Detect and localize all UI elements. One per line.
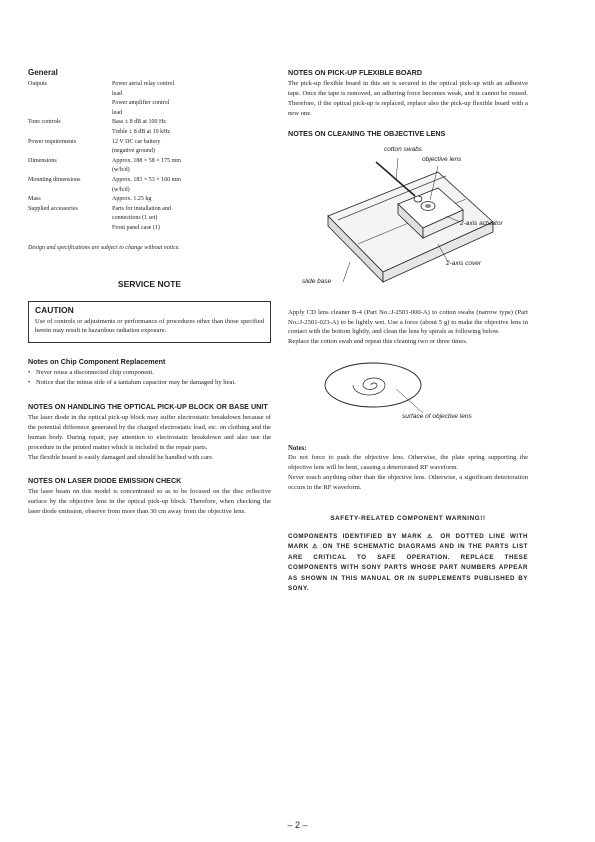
caution-box xyxy=(28,301,271,344)
spec-value-line: lead xyxy=(112,90,122,97)
chip-list xyxy=(28,368,271,388)
spec-value xyxy=(112,80,271,118)
table-row xyxy=(28,80,271,118)
flex-board-text: The pick-up flexible board in this set is secured to the optical pick-up with an adhesive tape. Once the tape is removed, an adhering force becomes weak, and it cannot be reused. Therefore, if the optical pick-up is replaced, replace also the pick-up flexible board with a new one. xyxy=(288,80,528,117)
laser-text: The laser beam on this model is concentrated so as to be focused on the disc reflective surface by the objective lens in the optical pick-up block. Therefore, when checking the laser diode emission, observe from more than 30 cm away from the objective lens. xyxy=(28,488,271,516)
notes-p2: Never touch anything other than the objective lens. Otherwise, a significant deterioration occurs in the RF waveform. xyxy=(288,474,528,491)
cleaning-p2: Replace the cotton swab and repeat this cleaning two or three times. xyxy=(288,338,468,346)
list-item: • Never reuse a disconnected chip component. xyxy=(28,368,271,378)
caution-text: Use of controls or adjustments or performance of procedures other than those specified herein may result in hazardous radiation exposure. xyxy=(35,317,264,335)
cleaning-title: NOTES ON CLEANING THE OBJECTIVE LENS xyxy=(288,128,446,138)
caution-title: CAUTION xyxy=(35,304,74,315)
label-2-axis-actuator: 2-axis actuator xyxy=(460,219,503,227)
spec-value xyxy=(112,176,271,195)
pickup-illustration xyxy=(288,144,528,294)
spec-value-line: Power amplifier control xyxy=(112,100,170,107)
notes-title: Notes: xyxy=(288,445,307,453)
table-row xyxy=(28,176,271,195)
table-row xyxy=(28,157,271,176)
spec-value-line: (negative ground) xyxy=(112,148,155,155)
safety-text: COMPONENTS IDENTIFIED BY MARK ⚠ OR DOTTED LINE WITH MARK ⚠ ON THE SCHEMATIC DIAGRAMS AND IN THE PARTS LIST ARE CRITICAL TO SAFE OPERATION. REPLACE THESE COMPONENTS WITH SONY PARTS WHOSE PART NUMBERS APPEAR AS SHOWN IN THIS MANUAL OR IN SUPPLEMENTS PUBLISHED BY SONY. xyxy=(288,532,528,592)
list-item: • Notice that the minus side of a tantalum capacitor may be damaged by heat. xyxy=(28,378,271,388)
notes-p1: Do not force to push the objective lens. Otherwise, the plate spring supporting the objective lens will be bent, causing a deteriorated RF waveform. xyxy=(288,454,528,472)
spec-value-line: lead xyxy=(112,109,122,116)
spec-label: Outputs xyxy=(28,81,48,87)
pickup-handling-title: NOTES ON HANDLING THE OPTICAL PICK-UP BLOCK OR BASE UNIT xyxy=(28,401,268,411)
pickup-figure xyxy=(288,144,528,294)
label-cotton-swabs: cotton swabs xyxy=(384,145,422,153)
spiral-figure xyxy=(288,353,528,433)
spec-disclaimer: Design and specifications are subject to change without notice. xyxy=(28,244,180,251)
flex-board-title: NOTES ON PICK-UP FLEXIBLE BOARD xyxy=(288,68,423,77)
spec-value-line: connections (1 set) xyxy=(112,215,158,222)
right-column xyxy=(288,68,528,594)
label-2-axis-cover: 2-axis cover xyxy=(446,259,482,267)
table-row xyxy=(28,118,271,137)
pickup-handling-p2: The flexible board is easily damaged and should be handled with care. xyxy=(28,453,214,461)
chip-title: Notes on Chip Component Replacement xyxy=(28,357,166,367)
spec-value-line: Front panel case (1) xyxy=(112,224,160,231)
general-title: General xyxy=(28,68,58,77)
spec-label: Mounting dimensions xyxy=(28,176,81,183)
table-row xyxy=(28,195,271,205)
spec-label: Supplied accessories xyxy=(28,205,78,212)
spec-value xyxy=(112,205,271,234)
label-slide-base: slide base xyxy=(302,277,332,285)
spec-label: Tone controls xyxy=(28,119,61,126)
spec-value-line: (w/h/d) xyxy=(112,186,130,193)
spec-value-line: Power aerial relay control xyxy=(112,81,175,87)
spec-value-line: Approx. 183 × 53 × 160 mm xyxy=(112,176,181,183)
spec-value-line: (w/h/d) xyxy=(112,167,130,174)
cleaning-p1: Apply CD lens cleaner B-4 (Part No.:J-2501-000-A) to cotton swabs (narrow type) (Part No.:J-2501-023-A) to be lightly wet. Use a force (about 5 g) to make the objective lens in contact with the bottom lightly, and clean the lens by spirals as following below. xyxy=(288,308,528,336)
label-objective-lens: objective lens xyxy=(422,155,462,163)
pickup-handling-p1: The laser diode in the optical pick-up block may suffer electrostatic breakdown because of the potential difference generated by the charged electrostatic load, etc. on clothing and the human body. During repair, pay attention to electrostatic breakdown and also use the procedure in the printed matter which is included in the repair parts. xyxy=(28,413,271,451)
spec-value-line: Parts for installation and xyxy=(112,205,171,212)
spec-value xyxy=(112,195,271,205)
table-row xyxy=(28,205,271,234)
safety-title: SAFETY-RELATED COMPONENT WARNING!! xyxy=(330,514,486,522)
label-surface-of-objective-lens: surface of objective lens xyxy=(402,413,472,421)
service-note-title: SERVICE NOTE xyxy=(117,278,182,289)
spec-value-line: Treble ± 8 dB at 10 kHz xyxy=(112,128,171,135)
left-column xyxy=(28,68,271,517)
spec-value-line: Bass ± 8 dB at 100 Hz xyxy=(112,119,166,126)
spec-table xyxy=(28,80,271,234)
spec-value xyxy=(112,118,271,137)
spec-value-line: 12 V DC car battery xyxy=(112,138,161,145)
spec-value-line: Approx. 188 × 58 × 175 mm xyxy=(112,157,181,164)
page-number: – 2 – xyxy=(287,820,308,830)
spec-label: Mass xyxy=(28,196,41,203)
laser-title: NOTES ON LASER DIODE EMISSION CHECK xyxy=(28,476,182,486)
spec-label: Dimensions xyxy=(28,157,57,164)
table-row xyxy=(28,138,271,157)
spec-value xyxy=(112,157,271,176)
spec-value xyxy=(112,138,271,157)
spec-value-line: Approx. 1.25 kg xyxy=(112,196,152,203)
spec-label: Power requirements xyxy=(28,138,77,145)
